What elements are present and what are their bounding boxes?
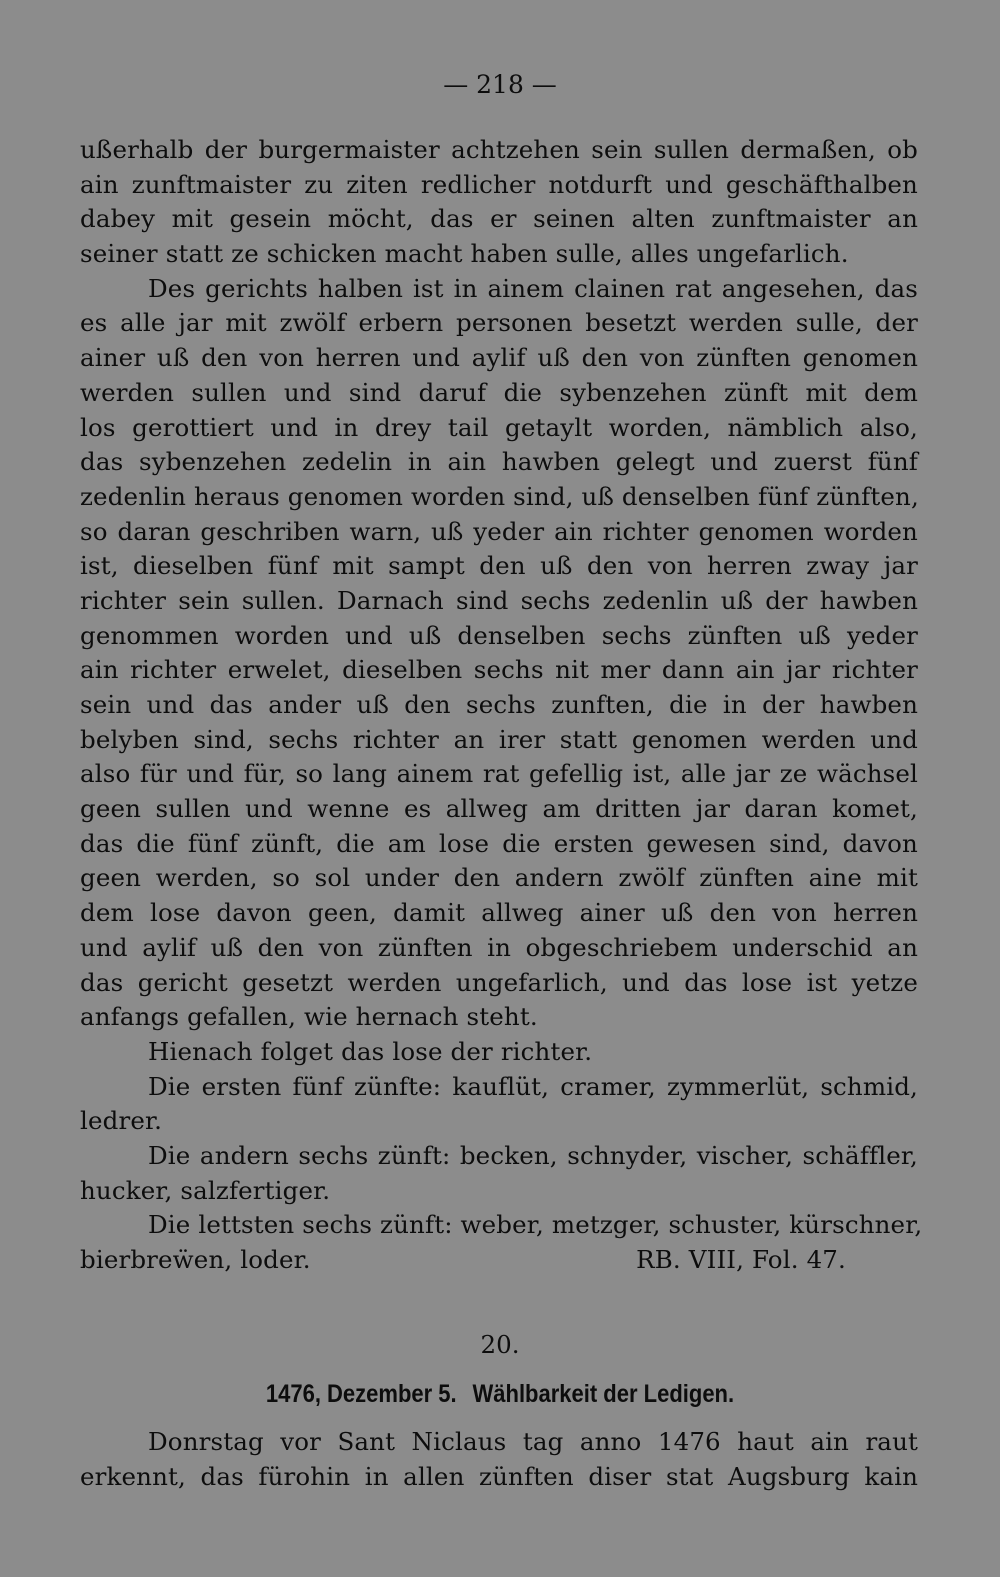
text-line: los gerottiert und in drey tail getaylt worden, nämblich also, bbox=[80, 412, 918, 442]
text-line: Die andern sechs zünft: becken, schnyder, vischer, schäffler, bbox=[148, 1140, 918, 1170]
text-line: werden sullen und sind daruf die sybenzehen zünft mit dem bbox=[80, 377, 918, 407]
page-number: — 218 — bbox=[443, 70, 557, 99]
text-line: ain zunftmaister zu ziten redlicher notdurft und geschäfthalben bbox=[80, 169, 918, 199]
text-line: belyben sind, sechs richter an irer statt genomen werden und bbox=[80, 724, 918, 754]
text-line: Hienach folget das lose der richter. bbox=[148, 1036, 593, 1066]
text-line: ist, dieselben fünf mit sampt den uß den von herren zway jar bbox=[80, 551, 918, 581]
paragraph bbox=[80, 1208, 923, 1277]
text-line: anfangs gefallen, wie hernach steht. bbox=[80, 1002, 538, 1032]
text-line: ain richter erwelet, dieselben sechs nit mer dann ain jar richter bbox=[80, 655, 918, 685]
text-line: sein und das ander uß den sechs zunften, die in der hawben bbox=[80, 690, 918, 719]
text-line: dabey mit gesein möcht, das er seinen alten zunftmaister an bbox=[80, 204, 918, 234]
text-line bbox=[80, 1243, 918, 1278]
text-line: so daran geschriben warn, uß yeder ain richter genomen worden bbox=[80, 516, 918, 546]
text-line: ainer uß den von herren und aylif uß den von zünften genomen bbox=[80, 343, 918, 373]
heading-title: Wählbarkeit der Ledigen. bbox=[472, 1380, 735, 1408]
section-heading bbox=[60, 1377, 940, 1411]
source-reference: RB. VIII, Fol. 47. bbox=[636, 1245, 846, 1274]
text-line: geen werden, so sol under den andern zwölf zünften aine mit bbox=[80, 863, 918, 893]
text-line: geen sullen und wenne es allweg am dritten jar daran komet, bbox=[80, 794, 918, 824]
section-number: 20. bbox=[480, 1330, 520, 1359]
text-line: ußerhalb der burgermaister achtzehen sein sullen dermaßen, ob bbox=[80, 135, 918, 164]
text-line: ledrer. bbox=[80, 1106, 163, 1136]
text-line: Donrstag vor Sant Niclaus tag anno 1476 haut ain raut bbox=[148, 1427, 918, 1456]
paragraph bbox=[80, 1139, 918, 1208]
section-text bbox=[80, 1425, 918, 1494]
text-line: also für und für, so lang ainem rat gefellig ist, alle jar ze wächsel bbox=[80, 759, 918, 789]
text-line-content: bierbreẅen, loder. bbox=[80, 1245, 311, 1274]
text-line: hucker, salzfertiger. bbox=[80, 1175, 331, 1205]
text-line: erkennt, das fürohin in allen zünften diser stat Augsburg kain bbox=[80, 1461, 918, 1491]
heading-date: 1476, Dezember 5. bbox=[265, 1380, 457, 1408]
paragraph bbox=[80, 1070, 918, 1139]
paragraph bbox=[80, 1035, 918, 1070]
text-line: und aylif uß den von zünften in obgeschriebem underschid an bbox=[80, 932, 918, 962]
text-line: zedenlin heraus genomen worden sind, uß denselben fünf zünften, bbox=[80, 481, 919, 511]
text-line: Die ersten fünf zünfte: kauflüt, cramer, zymmerlüt, schmid, bbox=[148, 1071, 918, 1101]
paragraph bbox=[80, 272, 918, 1035]
text-line: seiner statt ze schicken macht haben sulle, alles ungefarlich. bbox=[80, 239, 849, 269]
text-line: es alle jar mit zwölf erbern personen besetzt werden sulle, der bbox=[80, 308, 918, 338]
text-line: das die fünf zünft, die am lose die ersten gewesen sind, davon bbox=[80, 828, 918, 858]
text-line: das sybenzehen zedelin in ain hawben gelegt und zuerst fünf bbox=[80, 447, 918, 477]
text-line: das gericht gesetzt werden ungefarlich, und das lose ist yetze bbox=[80, 967, 918, 997]
paragraph bbox=[80, 133, 918, 272]
text-line: genommen worden und uß denselben sechs zünften uß yeder bbox=[80, 620, 918, 650]
text-line: Die lettsten sechs zünft: weber, metzger, schuster, kürschner, bbox=[148, 1210, 923, 1240]
text-line: Des gerichts halben ist in ainem clainen rat angesehen, das bbox=[148, 273, 918, 303]
text-line: richter sein sullen. Darnach sind sechs zedenlin uß der hawben bbox=[80, 585, 918, 615]
text-line: dem lose davon geen, damit allweg ainer uß den von herren bbox=[80, 898, 918, 928]
main-text bbox=[80, 133, 923, 1278]
